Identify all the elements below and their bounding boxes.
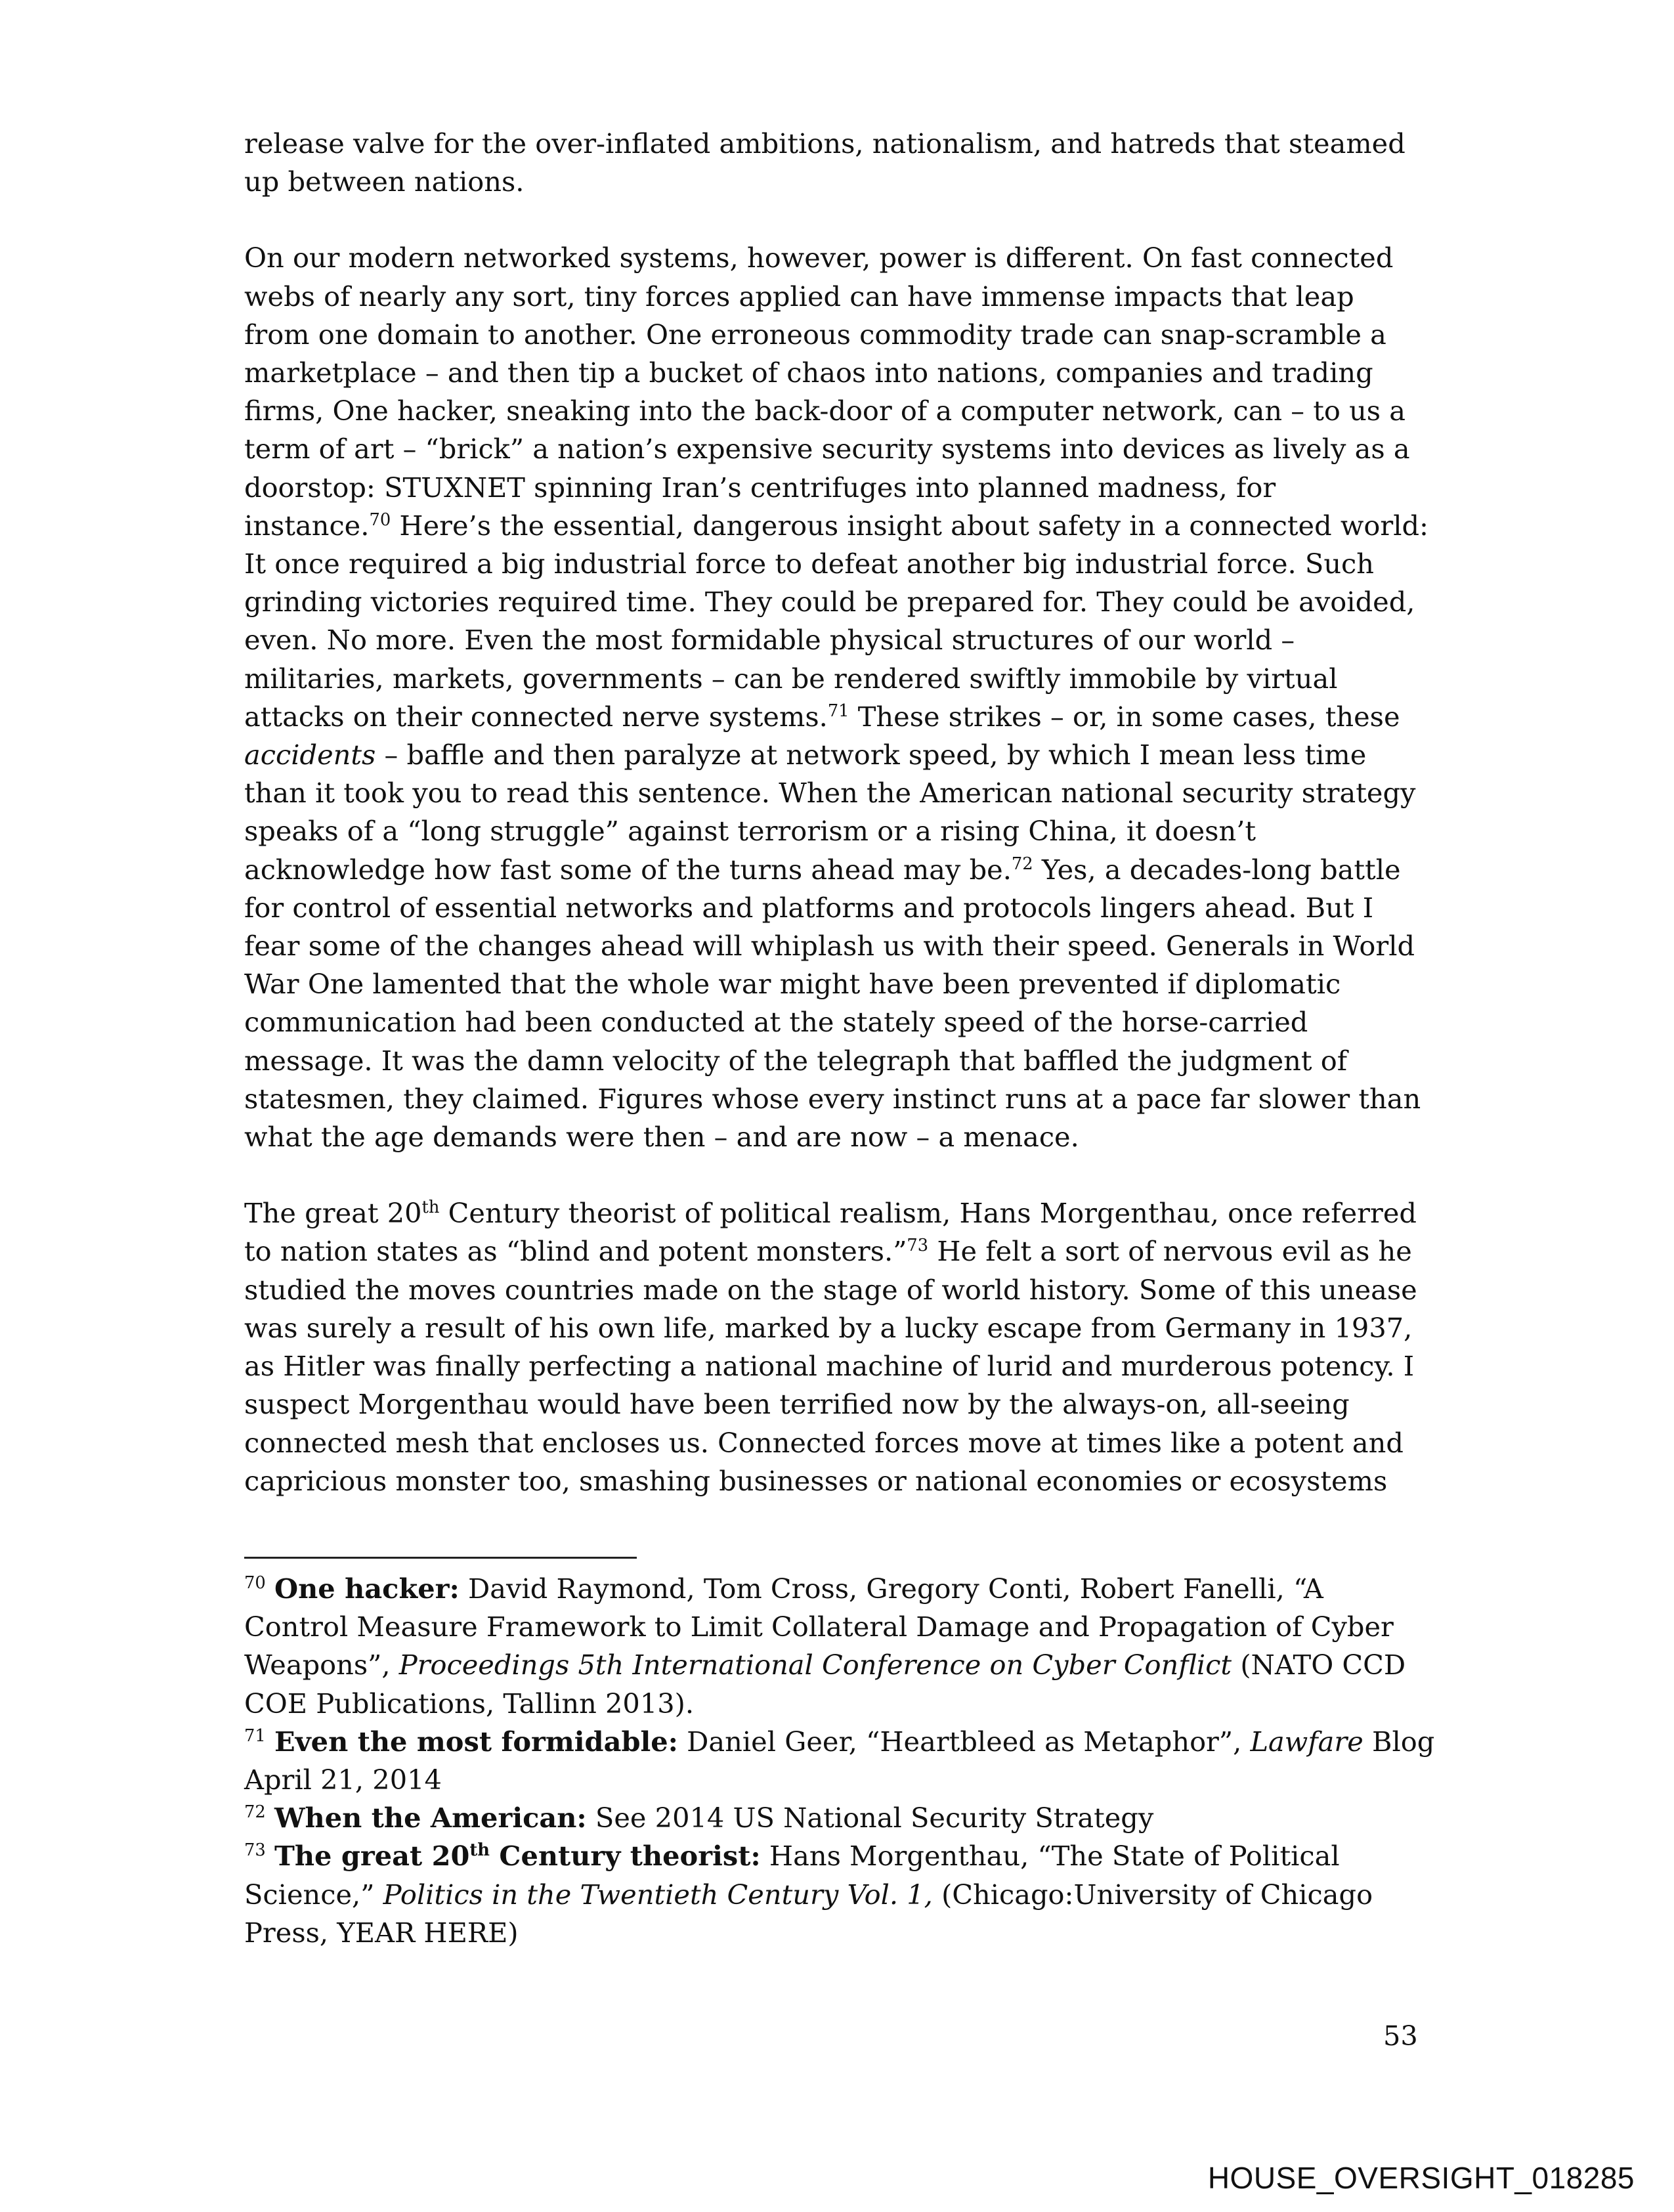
text-line: COE Publications, Tallinn 2013).	[244, 1687, 695, 1720]
footnote-lead	[274, 1840, 761, 1872]
text-run: Weapons”,	[244, 1649, 399, 1681]
citation-title: Politics in the Twentieth Century Vol. 1,	[383, 1878, 933, 1911]
text-line	[244, 698, 1423, 736]
footnote-number: 70	[244, 1573, 266, 1594]
footnote-70	[244, 1570, 1423, 1723]
text-line: Control Measure Framework to Limit Collateral Damage and Propagation of Cyber	[244, 1611, 1394, 1643]
text-run: to nation states as “blind and potent monsters.”	[244, 1235, 907, 1268]
text-run: Daniel Geer, “Heartbleed as Metaphor”,	[677, 1725, 1251, 1758]
text-line	[244, 1570, 1423, 1608]
footnote-ref-70[interactable]: 70	[369, 510, 391, 530]
text-line: connected mesh that encloses us. Connected forces move at times like a potent and	[244, 1426, 1404, 1459]
text-run: Blog	[1363, 1725, 1435, 1758]
footnote-ref-73[interactable]: 73	[907, 1236, 929, 1256]
text-line: firms, One hacker, sneaking into the back-door of a computer network, can – to us a	[244, 395, 1406, 427]
text-line: as Hitler was finally perfecting a national machine of lurid and murderous potency. I	[244, 1350, 1415, 1383]
text-line: up between nations.	[244, 165, 525, 198]
text-run: Here’s the essential, dangerous insight about safety in a connected world:	[391, 509, 1429, 542]
text-line	[244, 736, 1423, 774]
bates-stamp: HOUSE_OVERSIGHT_018285	[1207, 2161, 1635, 2195]
text-run: These strikes – or, in some cases, these	[849, 700, 1400, 733]
text-line: from one domain to another. One erroneous commodity trade can snap-scramble a	[244, 318, 1386, 351]
text-run: – baffle and then paralyze at network speed, by which I mean less time	[376, 739, 1367, 771]
text-line: than it took you to read this sentence. When the American national security strategy	[244, 777, 1416, 810]
citation-title: Lawfare	[1250, 1725, 1363, 1758]
footnote-73	[244, 1837, 1423, 1952]
text-line: Press, YEAR HERE)	[244, 1916, 519, 1949]
text-run: Science,”	[244, 1878, 383, 1911]
text-line: message. It was the damn velocity of the telegraph that baffled the judgment of	[244, 1044, 1348, 1077]
page-number: 53	[1383, 2020, 1418, 2052]
text-line	[244, 507, 1429, 545]
text-run: Century theorist of political realism, Hans Morgenthau, once referred	[439, 1197, 1417, 1230]
paragraph-2	[244, 239, 1429, 1156]
text-run: See 2014 US National Security Strategy	[586, 1802, 1154, 1834]
footnote-71	[244, 1723, 1435, 1799]
footnote-ref-71[interactable]: 71	[827, 701, 849, 721]
text-line: capricious monster too, smashing businesses or national economies or ecosystems	[244, 1464, 1388, 1497]
text-line: term of art – “brick” a nation’s expensive security systems into devices as lively as a	[244, 433, 1410, 466]
text-run: (Chicago:University of Chicago	[932, 1878, 1373, 1911]
text-line: fear some of the changes ahead will whiplash us with their speed. Generals in World	[244, 930, 1415, 963]
footnote-separator	[244, 1557, 637, 1559]
text-line: grinding victories required time. They could be prepared for. They could be avoided,	[244, 586, 1415, 618]
text-line	[244, 1232, 1423, 1270]
text-line	[244, 1194, 1423, 1232]
text-line: was surely a result of his own life, marked by a lucky escape from Germany in 1937,	[244, 1311, 1413, 1344]
text-line: studied the moves countries made on the stage of world history. Some of this unease	[244, 1273, 1417, 1306]
text-line	[244, 1723, 1435, 1761]
text-run: (NATO CCD	[1232, 1649, 1406, 1681]
text-run: Yes, a decades-long battle	[1033, 853, 1401, 886]
citation-title: Proceedings 5th International Conference on Cyber Conflict	[398, 1649, 1232, 1681]
text-line: marketplace – and then tip a bucket of chaos into nations, companies and trading	[244, 357, 1373, 389]
text-line: militaries, markets, governments – can be rendered swiftly immobile by virtual	[244, 662, 1338, 695]
text-line	[244, 1876, 1423, 1914]
ordinal-suffix: th	[469, 1840, 490, 1861]
text-line: doorstop: STUXNET spinning Iran’s centrifuges into planned madness, for	[244, 471, 1276, 504]
text-line: for control of essential networks and platforms and protocols lingers ahead. But I	[244, 891, 1374, 924]
text-line: what the age demands were then – and are now – a menace.	[244, 1121, 1079, 1154]
text-line: communication had been conducted at the stately speed of the horse-carried	[244, 1006, 1308, 1039]
text-run: attacks on their connected nerve systems.	[244, 700, 828, 733]
text-run: instance.	[244, 509, 370, 542]
text-run: The great 20	[274, 1840, 470, 1873]
footnote-ref-72[interactable]: 72	[1011, 854, 1033, 874]
text-line: speaks of a “long struggle” against terrorism or a rising China, it doesn’t	[244, 815, 1256, 848]
paragraph-3	[244, 1194, 1423, 1500]
text-line: On our modern networked systems, however, power is different. On fast connected	[244, 242, 1394, 274]
text-line: statesmen, they claimed. Figures whose every instinct runs at a pace far slower than	[244, 1082, 1421, 1115]
text-line: release valve for the over-inflated ambitions, nationalism, and hatreds that steamed	[244, 127, 1406, 160]
text-run: The great 20	[244, 1197, 422, 1230]
text-line: April 21, 2014	[244, 1764, 442, 1796]
footnote-number: 73	[244, 1840, 266, 1861]
text-line: suspect Morgenthau would have been terrified now by the always-on, all-seeing	[244, 1388, 1350, 1421]
text-run: Hans Morgenthau, “The State of Political	[760, 1840, 1340, 1873]
paragraph-1	[244, 125, 1423, 201]
text-line: webs of nearly any sort, tiny forces applied can have immense impacts that leap	[244, 280, 1354, 313]
text-line: War One lamented that the whole war might have been prevented if diplomatic	[244, 968, 1341, 1001]
text-line	[244, 851, 1423, 889]
footnote-72	[244, 1799, 1423, 1837]
text-run: Century theorist:	[489, 1840, 761, 1873]
text-run: acknowledge how fast some of the turns ahead may be.	[244, 853, 1012, 886]
footnote-number: 71	[244, 1725, 266, 1746]
footnote-number: 72	[244, 1802, 266, 1823]
emphasis-accidents: accidents	[244, 739, 376, 771]
text-line	[244, 1837, 1423, 1875]
footnote-lead: One hacker:	[274, 1572, 460, 1605]
main-text	[244, 125, 1429, 1538]
text-line: even. No more. Even the most formidable physical structures of our world –	[244, 624, 1295, 657]
text-run: He felt a sort of nervous evil as he	[928, 1235, 1412, 1268]
footnotes	[244, 1570, 1435, 1952]
text-line	[244, 1799, 1423, 1837]
footnote-lead: When the American:	[274, 1802, 587, 1834]
ordinal-suffix: th	[421, 1198, 440, 1218]
text-line: It once required a big industrial force to defeat another big industrial force. Such	[244, 548, 1375, 580]
text-line	[244, 1646, 1423, 1684]
text-run: David Raymond, Tom Cross, Gregory Conti, Robert Fanelli, “A	[459, 1572, 1323, 1605]
footnote-lead: Even the most formidable:	[274, 1725, 678, 1758]
